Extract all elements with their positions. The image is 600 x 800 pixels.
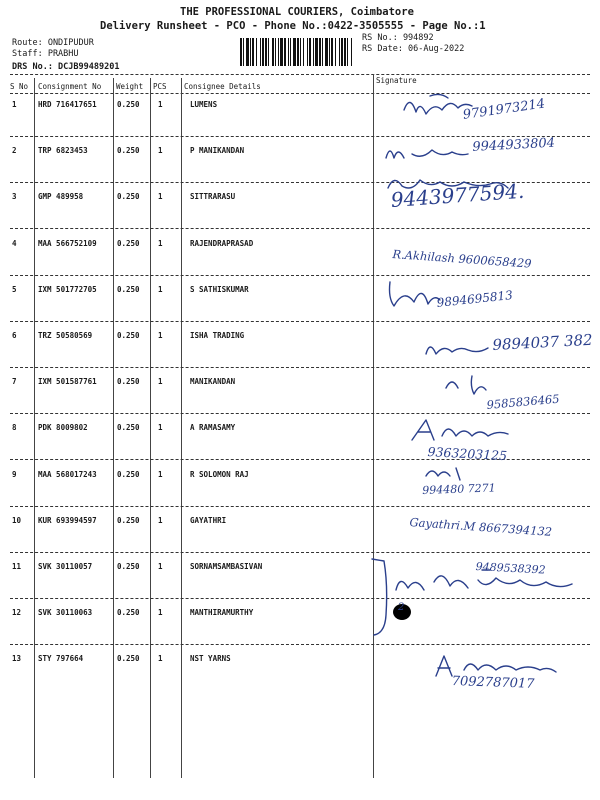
row-separator	[10, 228, 590, 229]
row-consignment-no: STY 797664	[38, 654, 84, 664]
signature-handwriting: 9363203125	[427, 444, 508, 464]
barcode-bar	[256, 38, 257, 66]
signature-scribble	[382, 170, 512, 196]
barcode-bar	[260, 38, 261, 66]
company-title: THE PROFESSIONAL COURIERS, Coimbatore	[180, 6, 414, 18]
row-consignment-no: GMP 489958	[38, 192, 84, 202]
row-weight: 0.250	[117, 100, 140, 109]
row-weight: 0.250	[117, 331, 140, 340]
barcode-bar	[243, 38, 244, 66]
row-separator	[10, 275, 590, 276]
barcode-bar	[309, 38, 311, 66]
row-pcs: 1	[158, 238, 163, 248]
barcode-bar	[313, 38, 314, 66]
row-separator	[10, 136, 590, 137]
row-consignee: SORNAMSAMBASIVAN	[190, 562, 263, 571]
signature-scribble	[440, 372, 500, 396]
signature-stroke	[404, 94, 472, 114]
row-pcs: 1	[158, 654, 163, 664]
barcode-bar	[290, 38, 291, 66]
row-consignee: P MANIKANDAN	[190, 146, 245, 156]
barcode-bar	[319, 38, 321, 66]
row-pcs: 1	[158, 331, 163, 340]
row-consignee: A RAMASAMY	[190, 423, 236, 433]
barcode-bar	[272, 38, 274, 66]
signature-stroke	[386, 150, 468, 158]
barcode-bar	[280, 38, 283, 66]
row-weight: 0.250	[117, 423, 140, 433]
barcode-bar	[325, 38, 328, 66]
signature-handwriting: 7092787017	[451, 674, 535, 692]
rs-date: RS Date: 06-Aug-2022	[362, 44, 465, 54]
row-weight: 0.250	[117, 608, 140, 618]
row-consignee: R SOLOMON RAJ	[190, 469, 249, 479]
barcode-bar	[322, 38, 323, 66]
barcode-bar	[339, 38, 340, 66]
row-sno: 7	[12, 377, 17, 387]
col-signature-header: Signature	[376, 76, 417, 85]
barcode-bar	[240, 38, 242, 66]
row-weight: 0.250	[117, 192, 140, 202]
row-pcs: 1	[158, 515, 163, 525]
signature-stroke	[426, 468, 460, 480]
barcode-bar	[307, 38, 308, 66]
row-sno: 10	[12, 515, 22, 525]
row-sno: 13	[12, 654, 22, 664]
row-consignee: ISHA TRADING	[190, 331, 245, 340]
barcode-bar	[351, 38, 352, 66]
row-separator	[10, 367, 590, 368]
signature-stroke	[412, 420, 508, 440]
signature-stroke	[436, 656, 556, 676]
barcode-bar	[315, 38, 318, 66]
signature-handwriting: 994480 7271	[422, 481, 496, 497]
barcode-bar	[268, 38, 269, 66]
barcode-bar	[275, 38, 276, 66]
row-weight: 0.250	[117, 146, 140, 156]
signature-handwriting: 9489538392	[475, 560, 546, 577]
signature-handwriting: Gayathri.M 8667394132	[409, 515, 553, 539]
row-separator	[10, 644, 590, 645]
barcode-bar	[341, 38, 343, 66]
signature-scribble	[408, 416, 518, 444]
signature-stroke	[390, 282, 441, 306]
row-consignment-no: MAA 566752109	[38, 238, 97, 248]
signature-handwriting: 9791973214	[462, 96, 547, 123]
row-pcs: 1	[158, 423, 163, 433]
row-consignment-no: KUR 693994597	[38, 515, 97, 525]
row-consignment-no: IXM 501772705	[38, 284, 97, 294]
row-sno: 12	[12, 608, 22, 618]
barcode-bar	[284, 38, 286, 66]
row-consignee: LUMENS	[190, 100, 218, 109]
row-consignee: MANIKANDAN	[190, 377, 236, 387]
barcode-bar	[297, 38, 299, 66]
row-consignee: S SATHISKUMAR	[190, 284, 249, 294]
signature-stroke	[446, 376, 486, 394]
row-pcs: 1	[158, 377, 163, 387]
row-weight: 0.250	[117, 654, 140, 664]
row-pcs: 1	[158, 469, 163, 479]
rs-number: RS No.: 994892	[362, 33, 434, 43]
row-sno: 6	[12, 331, 17, 340]
row-sno: 2	[12, 146, 17, 156]
signature-handwriting: 9585836465	[486, 391, 561, 412]
row-pcs: 1	[158, 146, 163, 156]
barcode-bar	[329, 38, 330, 66]
row-weight: 0.250	[117, 515, 140, 525]
barcode-bar	[262, 38, 264, 66]
bracket-mark	[370, 555, 430, 640]
signature-scribble	[422, 336, 492, 358]
row-consignment-no: SVK 30110063	[38, 608, 93, 618]
staff-label: Staff: PRABHU	[12, 49, 79, 59]
barcode-bar	[344, 38, 346, 66]
row-consignment-no: SVK 30110057	[38, 562, 93, 571]
row-consignment-no: TRP 6823453	[38, 146, 88, 156]
circled-count: 2	[398, 602, 405, 613]
row-consignee: RAJENDRAPRASAD	[190, 238, 254, 248]
col-sno-header: S No	[10, 82, 29, 91]
row-pcs: 1	[158, 100, 163, 109]
col-divider-consignee	[373, 74, 374, 778]
row-sno: 9	[12, 469, 17, 479]
header-top-rule	[10, 74, 590, 75]
runsheet-title: Delivery Runsheet - PCO - Phone No.:0422-3505555 - Page No.:1	[100, 20, 486, 32]
row-pcs: 1	[158, 192, 163, 202]
barcode-bar	[278, 38, 279, 66]
barcode-bar	[303, 38, 304, 66]
barcode-bar	[250, 38, 251, 66]
row-pcs: 1	[158, 562, 163, 571]
row-sno: 11	[12, 562, 22, 571]
barcode-bar	[288, 38, 289, 66]
barcode-bar	[252, 38, 254, 66]
barcode-bar	[265, 38, 267, 66]
signature-handwriting: 9944933804	[472, 135, 556, 155]
barcode-bar	[347, 38, 348, 66]
header-bottom-rule	[10, 93, 590, 94]
row-sno: 4	[12, 238, 17, 248]
signature-handwriting: 9894037 382	[492, 330, 594, 354]
row-consignee: GAYATHRI	[190, 515, 227, 525]
row-pcs: 1	[158, 284, 163, 294]
barcode-image	[240, 38, 352, 66]
row-consignment-no: MAA 568017243	[38, 469, 97, 479]
barcode-bar	[335, 38, 336, 66]
row-consignee: NST YARNS	[190, 654, 231, 664]
row-sno: 8	[12, 423, 17, 433]
barcode-bar	[331, 38, 333, 66]
row-separator	[10, 506, 590, 507]
barcode-bar	[300, 38, 301, 66]
col-consignee-header: Consignee Details	[184, 82, 261, 91]
row-consignee: SITTRARASU	[190, 192, 236, 202]
row-sno: 5	[12, 284, 17, 294]
row-sno: 3	[12, 192, 17, 202]
signature-handwriting: R.Akhilash 9600658429	[392, 247, 533, 271]
row-consignment-no: HRD 716417651	[38, 100, 97, 109]
drs-number: DRS No.: DCJB99489201	[12, 62, 120, 72]
row-weight: 0.250	[117, 562, 140, 571]
row-weight: 0.250	[117, 238, 140, 248]
barcode-bar	[246, 38, 249, 66]
signature-scribble	[384, 278, 444, 312]
col-pcs-header: PCS	[153, 82, 167, 91]
row-weight: 0.250	[117, 284, 140, 294]
signature-stroke	[426, 347, 488, 354]
row-sno: 1	[12, 100, 17, 109]
signature-handwriting: 9894695813	[436, 288, 514, 310]
row-pcs: 1	[158, 608, 163, 618]
row-weight: 0.250	[117, 377, 140, 387]
signature-handwriting: 9443977594.	[390, 178, 525, 212]
row-separator	[10, 321, 590, 322]
row-consignment-no: IXM 501587761	[38, 377, 97, 387]
route-label: Route: ONDIPUDUR	[12, 38, 94, 48]
row-consignment-no: TRZ 50580569	[38, 331, 93, 340]
barcode-bar	[293, 38, 296, 66]
row-separator	[10, 552, 590, 553]
signature-stroke	[388, 180, 508, 188]
row-separator	[10, 413, 590, 414]
signature-scribble	[400, 92, 480, 122]
col-consignment-header: Consignment No	[38, 82, 102, 91]
col-weight-header: Weight	[116, 82, 144, 91]
row-consignment-no: PDK 8009802	[38, 423, 88, 433]
row-weight: 0.250	[117, 469, 140, 479]
row-consignee: MANTHIRAMURTHY	[190, 608, 254, 618]
signature-scribble	[382, 142, 472, 164]
signature-scribble	[420, 462, 470, 484]
signature-scribble	[430, 652, 560, 682]
